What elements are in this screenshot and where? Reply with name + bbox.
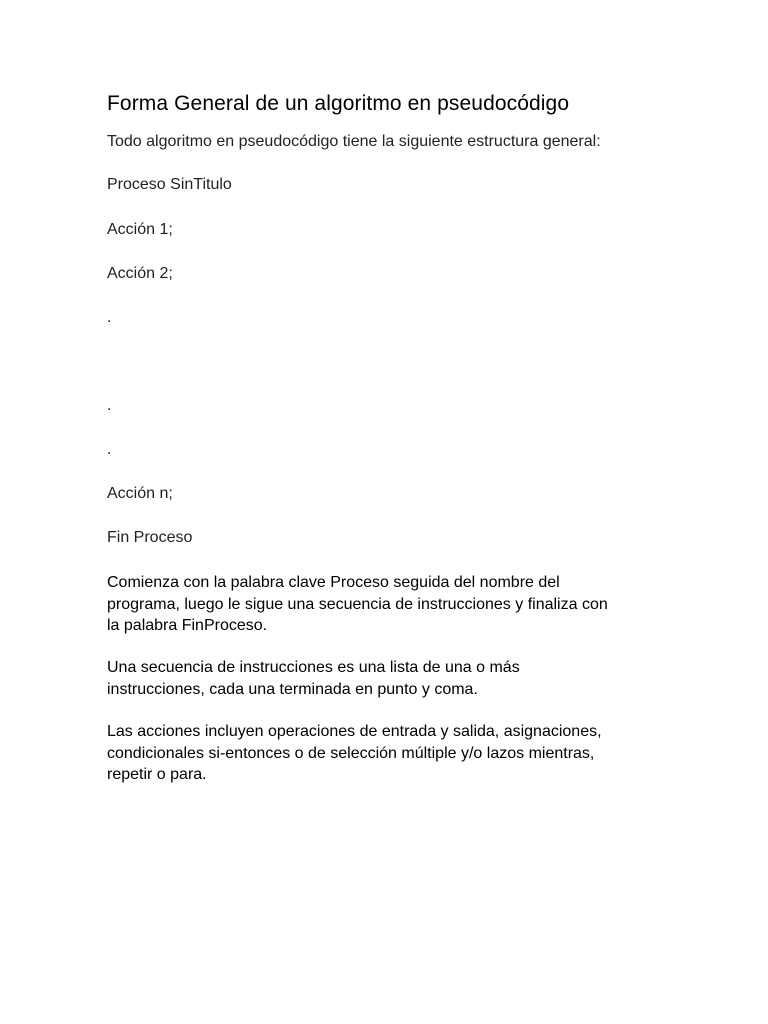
paragraph-2 bbox=[107, 657, 520, 700]
structure-dot-1: . bbox=[107, 309, 112, 326]
document-title: Forma General de un algoritmo en pseudocódigo bbox=[107, 92, 570, 115]
paragraph-3-line: Las acciones incluyen operaciones de entrada y salida, asignaciones, bbox=[107, 723, 602, 740]
paragraph-3-line: repetir o para. bbox=[107, 766, 207, 783]
structure-action-n: Acción n; bbox=[107, 485, 173, 502]
structure-action-1: Acción 1; bbox=[107, 221, 173, 238]
paragraph-3-line: condicionales si-entonces o de selección múltiple y/o lazos mientras, bbox=[107, 744, 595, 762]
paragraph-1-line: la palabra FinProceso. bbox=[107, 617, 268, 634]
paragraph-1-line: Comienza con la palabra clave Proceso seguida del nombre del bbox=[107, 574, 560, 591]
structure-dot-3: . bbox=[107, 441, 112, 458]
structure-start: Proceso SinTitulo bbox=[107, 176, 232, 193]
paragraph-3 bbox=[107, 721, 602, 786]
intro-text: Todo algoritmo en pseudocódigo tiene la siguiente estructura general: bbox=[107, 133, 601, 150]
paragraph-2-line: instrucciones, cada una terminada en punto y coma. bbox=[107, 680, 478, 698]
paragraph-1-line: programa, luego le sigue una secuencia de instrucciones y finaliza con bbox=[107, 595, 608, 613]
structure-action-2: Acción 2; bbox=[107, 265, 173, 282]
paragraph-1 bbox=[107, 572, 608, 637]
structure-end: Fin Proceso bbox=[107, 529, 193, 546]
structure-dot-2: . bbox=[107, 397, 112, 414]
paragraph-2-line: Una secuencia de instrucciones es una lista de una o más bbox=[107, 659, 520, 676]
